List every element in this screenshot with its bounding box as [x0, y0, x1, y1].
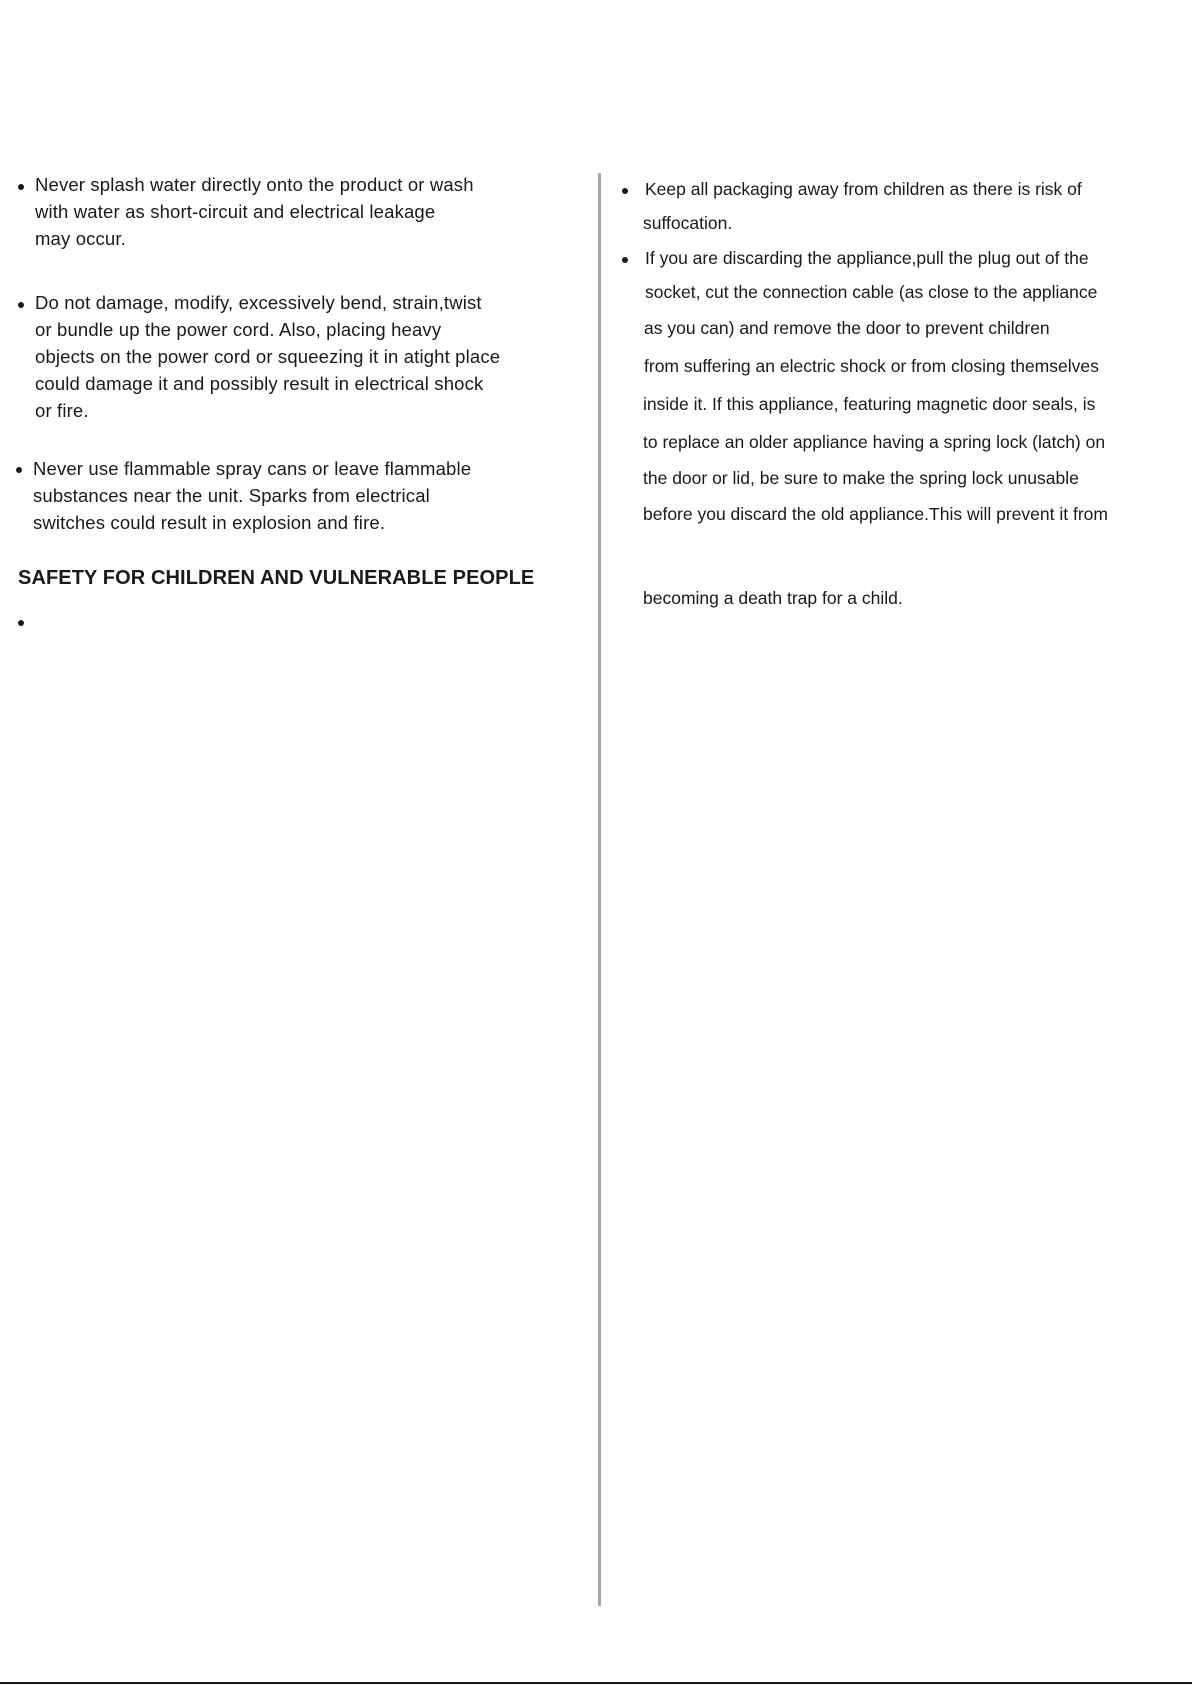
bullet-icon [622, 257, 628, 263]
list-item-line: could damage it and possibly result in electrical shock [35, 373, 484, 394]
list-item-line: with water as short-circuit and electrical leakage [35, 201, 436, 222]
list-item-line: from suffering an electric shock or from closing themselves [644, 356, 1099, 376]
bullet-icon [16, 467, 22, 473]
column-divider [598, 173, 601, 1606]
list-item-line: substances near the unit. Sparks from electrical [33, 485, 430, 506]
list-item-line: as you can) and remove the door to prevent children [644, 318, 1050, 338]
list-item-line: or fire. [35, 400, 89, 421]
list-item-line: the door or lid, be sure to make the spring lock unusable [643, 468, 1079, 488]
list-item-line: to replace an older appliance having a spring lock (latch) on [643, 432, 1106, 452]
bullet-icon [18, 184, 24, 190]
list-item-line: or bundle up the power cord. Also, placing heavy [35, 319, 442, 340]
list-item-line: switches could result in explosion and fire. [33, 512, 386, 533]
footer-rule [0, 1682, 1192, 1684]
bullet-icon [18, 302, 24, 308]
list-item-line: socket, cut the connection cable (as close to the appliance [645, 282, 1098, 302]
list-item-line: before you discard the old appliance.This will prevent it from [643, 504, 1108, 524]
section-heading: SAFETY FOR CHILDREN AND VULNERABLE PEOPLE [18, 567, 535, 589]
list-item-line: inside it. If this appliance, featuring magnetic door seals, is [643, 394, 1096, 414]
list-item-line: may occur. [35, 228, 126, 249]
list-item-line: Never splash water directly onto the product or wash [35, 174, 474, 195]
bullet-icon [18, 620, 24, 626]
list-item-line: becoming a death trap for a child. [643, 588, 903, 608]
list-item-line: suffocation. [643, 213, 733, 233]
list-item-line: objects on the power cord or squeezing it in atight place [35, 346, 501, 367]
list-item-line: Never use flammable spray cans or leave flammable [33, 458, 472, 479]
list-item-line: If you are discarding the appliance,pull the plug out of the [645, 248, 1089, 268]
list-item-line: Do not damage, modify, excessively bend, strain,twist [35, 292, 482, 313]
bullet-icon [622, 188, 628, 194]
list-item-line: Keep all packaging away from children as there is risk of [645, 179, 1082, 199]
